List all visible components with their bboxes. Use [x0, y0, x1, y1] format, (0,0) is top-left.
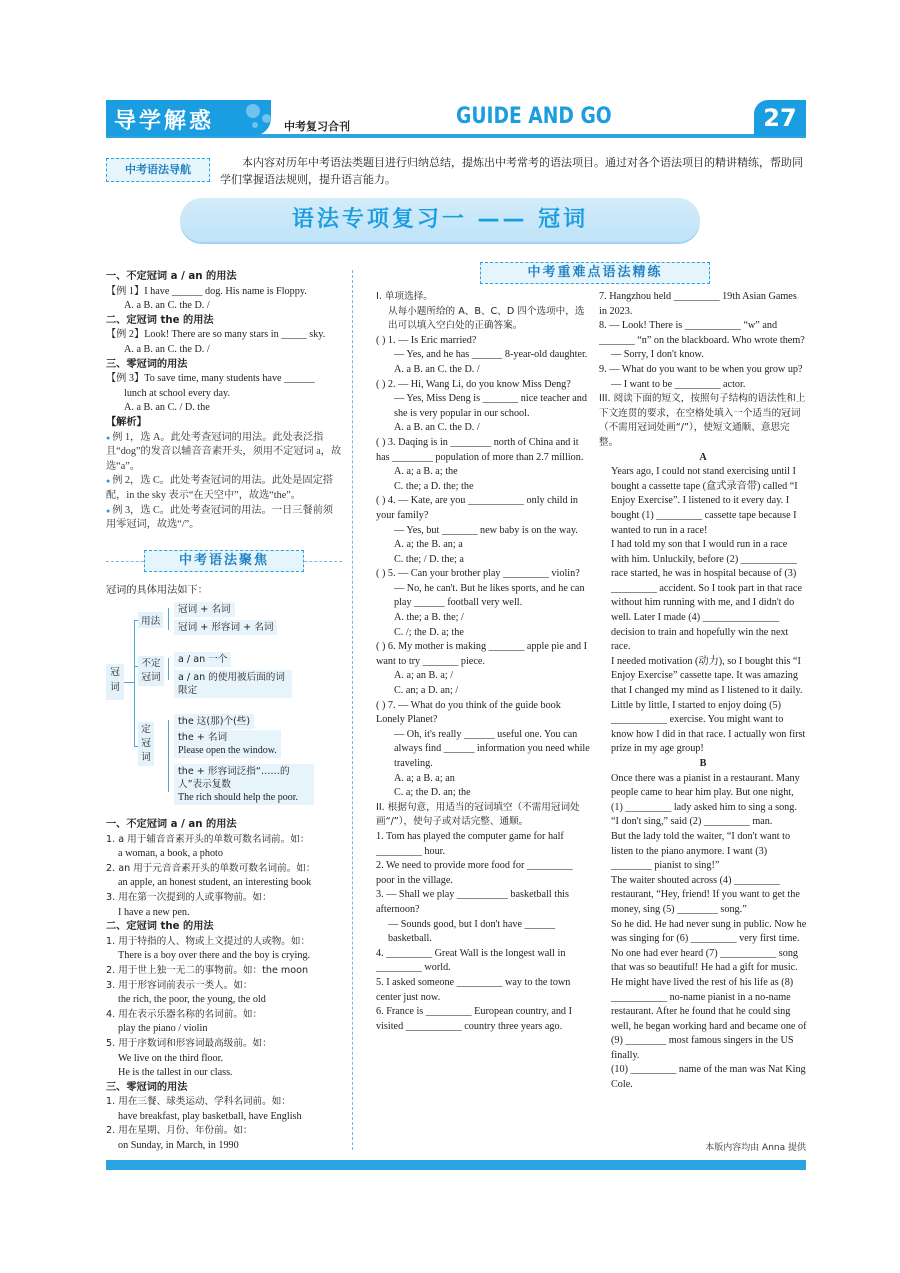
diagram-definite: 定冠词 — [138, 722, 154, 766]
left-bottom-line: I have a new pen. — [118, 906, 190, 918]
exercise-line: C. /; the D. a; the — [394, 626, 464, 638]
intro-text: 本内容对历年中考语法类题目进行归纳总结，提炼出中考常考的语法项目。通过对各个语法项目的精讲精练，帮助同学们掌握语法规则，提升语言能力。 — [220, 156, 803, 186]
exercise-line: — Oh, it's really ______ useful one. You can always find ______ information you need while traveling. — [394, 728, 590, 769]
reading-line: Years ago, I could not stand exercising until I bought a cassette tape (盒式录音带) called “I Enjoy Exercise”. I listened to it every day. I bought (1) _________ cassette tape because I wanted to run in a race! — [611, 466, 798, 536]
exercise-line: 4. _________ Great Wall is the longest wall in _________ world. — [376, 947, 566, 974]
reading-line: The waiter shouted across (4) _________ restaurant, “Hey, friend! If you want to get the money, sing (5) ________ song.” — [611, 874, 800, 915]
reading-line: III. 阅读下面的短文，按照句子结构的语法性和上下文连贯的要求，在空格处填入一个适当的冠词（不需用冠词处画“/”），使短文通顺、意思完整。 — [599, 393, 806, 448]
diagram-root: 冠词 — [106, 664, 124, 700]
left-bottom-line: 1. 用于特指的人、物或上文提过的人或物。如： — [106, 935, 311, 947]
middle-column — [376, 290, 590, 1034]
left-top-line: A. a B. an C. / D. the — [124, 402, 210, 414]
diagram-def-leaf-2-a: the + 名词 — [178, 732, 228, 743]
left-top-line: 三、零冠词的用法 — [106, 358, 188, 370]
reading-line: 7. Hangzhou held _________ 19th Asian Games in 2023. — [599, 291, 797, 317]
left-bottom-line: 一、不定冠词 a / an 的用法 — [106, 819, 237, 830]
left-top-line: lunch at school every day. — [124, 387, 230, 399]
exercise-line: C. the; a D. the; the — [394, 480, 474, 492]
diagram-indefinite: 不定冠词 — [138, 656, 164, 686]
magazine-title: 中考复习合刊 — [284, 120, 350, 133]
diagram-usage-leaf-2: 冠词 + 形容词 + 名词 — [174, 620, 277, 635]
diagram-indef-leaf-2: a / an 的使用被后面的词限定 — [174, 670, 292, 698]
exercise-line: — Sounds good, but I don't have ______ basketball. — [388, 918, 556, 945]
reading-line: (10) _________ name of the man was Nat King Cole. — [611, 1064, 806, 1091]
exercise-line: A. the; a B. the; / — [394, 612, 464, 624]
exercise-line: ( ) 3. Daqing is in ________ north of China and it has ________ population of more than 2.7 million. — [376, 436, 584, 463]
reading-line: Once there was a pianist in a restaurant. Many people came to hear him play. But one night, (1) _________ lady asked him to sing a song. — [611, 772, 800, 813]
reading-line: 8. — Look! There is ___________ “w” and _______ “n” on the blackboard. Who wrote them? — [599, 320, 805, 346]
bottom-bar — [106, 1160, 806, 1170]
left-bottom-line: 5. 用于序数词和形容词最高级前。如： — [106, 1037, 272, 1049]
exercise-line: 从每小题所给的 A、B、C、D 四个选项中，选出可以填入空白处的正确答案。 — [388, 305, 585, 332]
focus-banner — [106, 550, 342, 572]
exercise-line: A. a B. an C. the D. / — [394, 422, 480, 434]
exercise-line: C. a; the D. an; the — [394, 787, 471, 799]
reading-line: 9. — What do you want to be when you grow up? — [599, 363, 803, 375]
diagram-indef-leaf-1: a / an 一个 — [174, 652, 231, 667]
nav-tag: 中考语法导航 — [106, 158, 210, 182]
left-top-column — [106, 270, 342, 533]
left-bottom-column — [106, 818, 342, 1154]
left-top-line: ● 例 3，选 C。此处考查冠词的用法。一日三餐前须用零冠词，故选“/”。 — [106, 504, 342, 533]
guide-title: GUIDE AND GO — [456, 104, 612, 129]
left-top-line: 【例 3】To save time, many students have ______ — [106, 373, 315, 385]
diagram-def-leaf-1: the 这(那)个(些) — [174, 714, 254, 729]
left-top-line: A. a B. an C. the D. / — [124, 300, 210, 312]
credit-line: 本版内容均由 Anna 提供 — [705, 1143, 806, 1153]
left-bottom-line: He is the tallest in our class. — [118, 1067, 233, 1079]
exercise-line: — Yes, and he has ______ 8-year-old daughter. — [394, 349, 588, 361]
reading-line: — Sorry, I don't know. — [611, 349, 704, 361]
exercise-line: ( ) 2. — Hi, Wang Li, do you know Miss Deng? — [376, 378, 571, 390]
left-bottom-line: There is a boy over there and the boy is crying. — [118, 950, 311, 962]
page-header — [106, 100, 806, 138]
page-number: 27 — [754, 100, 806, 136]
left-bottom-line: 4. 用在表示乐器名称的名词前。如： — [106, 1008, 263, 1020]
left-bottom-line: the rich, the poor, the young, the old — [118, 994, 266, 1006]
exercise-line: A. a; a B. a; an — [394, 772, 455, 784]
exercise-line: 1. Tom has played the computer game for half _________ hour. — [376, 830, 564, 857]
left-bottom-line: 三、零冠词的用法 — [106, 1081, 188, 1093]
diagram-intro: 冠词的具体用法如下： — [106, 585, 208, 596]
main-title: 语法专项复习一 —— 冠词 — [180, 198, 700, 242]
brand-logo: 导学解惑 — [106, 100, 271, 136]
exercise-line: A. a; a B. a; the — [394, 466, 458, 478]
left-top-line: 【解析】 — [106, 416, 147, 428]
exercise-line: C. the; / D. the; a — [394, 553, 464, 565]
left-bottom-line: 2. an 用于元音音素开头的单数可数名词前。如： — [106, 862, 316, 874]
diagram-def-leaf-2 — [174, 730, 281, 758]
exercise-line: 3. — Shall we play __________ basketball this afternoon? — [376, 889, 569, 915]
left-bottom-line: have breakfast, play basketball, have English — [118, 1110, 302, 1122]
exercise-line: ( ) 4. — Kate, are you ___________ only child in your family? — [376, 495, 579, 521]
exercise-line: A. a; the B. an; a — [394, 539, 463, 551]
left-bottom-line: an apple, an honest student, an interesting book — [118, 877, 312, 889]
exercise-line: 6. France is _________ European country, and I visited ___________ country three years ago. — [376, 1006, 572, 1032]
exercise-line: I. 单项选择。 — [376, 291, 433, 302]
reading-line: B — [699, 758, 707, 769]
left-top-line: ● 例 1，选 A。此处考查冠词的用法。此处表泛指且“dog”的发音以辅音音素开头，须用不定冠词 a，故选“a”。 — [106, 431, 342, 475]
exercise-line: A. a; an B. a; / — [394, 670, 454, 682]
left-top-line: ● 例 2，选 C。此处考查冠词的用法。此处是固定搭配，in the sky 表示“在天空中”，故选“the”。 — [106, 474, 342, 503]
reading-line: “I don't sing,” said (2) _________ man. — [611, 816, 773, 828]
diagram-def-leaf-3-a: the + 形容词泛指“……的人”表示复数 — [178, 766, 290, 790]
left-top-line: 二、定冠词 the 的用法 — [106, 314, 214, 326]
exercise-line: 2. We need to provide more food for _________ poor in the village. — [376, 860, 573, 886]
key-banner-label: 中考重难点语法精练 — [480, 262, 710, 284]
reading-line: A — [699, 451, 707, 463]
left-bottom-line: We live on the third floor. — [118, 1052, 223, 1064]
diagram-usage-leaf-1: 冠词 + 名词 — [174, 602, 235, 617]
left-bottom-line: 1. 用在三餐、球类运动、学科名词前。如： — [106, 1096, 291, 1108]
reading-line: I had told my son that I would run in a race with him. Unluckily, before (2) ___________ race started, he was in hospital because of (3) _________ accident. So I took part in that race without him running with me, and I didn't do well. Later I made (4) _______________ decision to train and hopefully win the next race. — [611, 539, 802, 653]
exercise-line: II. 根据句意，用适当的冠词填空（不需用冠词处画“/”），使句子或对话完整、通顺。 — [376, 801, 580, 828]
diagram-def-leaf-2-b: Please open the window. — [178, 745, 277, 756]
left-top-line: 【例 2】Look! There are so many stars in _____ sky. — [106, 329, 326, 341]
reading-line: But the lady told the waiter, “I don't want to listen to the piano anymore. I want (3) ________ pianist to sing!” — [611, 830, 791, 872]
left-top-line: A. a B. an C. the D. / — [124, 343, 210, 355]
exercise-line: — Yes, but _______ new baby is on the way. — [394, 524, 578, 536]
left-bottom-line: a woman, a book, a photo — [118, 848, 223, 860]
left-top-line: 【例 1】I have ______ dog. His name is Floppy. — [106, 285, 307, 297]
left-bottom-line: 3. 用在第一次提到的人或事物前。如： — [106, 891, 272, 903]
reading-line: — I want to be _________ actor. — [611, 378, 746, 390]
exercise-line: ( ) 5. — Can your brother play _________ violin? — [376, 568, 580, 580]
exercise-line: — Yes, Miss Deng is _______ nice teacher and she is very popular in our school. — [394, 393, 587, 419]
exercise-line: ( ) 1. — Is Eric married? — [376, 334, 477, 346]
exercise-line: ( ) 6. My mother is making _______ apple pie and I want to try _______ piece. — [376, 641, 588, 667]
exercise-line: — No, he can't. But he likes sports, and he can play ______ football very well. — [394, 582, 585, 609]
left-bottom-line: 1. a 用于辅音音素开头的单数可数名词前。如： — [106, 833, 310, 845]
left-bottom-line: 2. 用在星期、月份、年份前。如： — [106, 1125, 253, 1137]
exercise-line: ( ) 7. — What do you think of the guide book Lonely Planet? — [376, 699, 561, 726]
left-bottom-line: 2. 用于世上独一无二的事物前。如：the moon — [106, 964, 309, 976]
left-top-line: 一、不定冠词 a / an 的用法 — [106, 271, 237, 282]
key-banner — [480, 262, 806, 284]
right-column — [599, 290, 807, 1093]
exercise-line: 5. I asked someone _________ way to the town center just now. — [376, 976, 571, 1003]
left-bottom-line: 二、定冠词 the 的用法 — [106, 921, 214, 933]
focus-banner-label: 中考语法聚焦 — [144, 550, 304, 572]
exercise-line: A. a B. an C. the D. / — [394, 363, 480, 375]
column-divider — [352, 270, 353, 1150]
left-bottom-line: play the piano / violin — [118, 1023, 208, 1035]
left-bottom-line: on Sunday, in March, in 1990 — [118, 1140, 239, 1152]
diagram-def-leaf-3 — [174, 764, 314, 805]
reading-line: I needed motivation (动力), so I bought this “I Enjoy Exercise” cassette tape. It was amazing that I changed my mind as I listened to it daily. Little by little, I started to enjoy doing (5) ___________ exercise. You might want to know how I did in that race. I actually won first prize in my age group! — [611, 655, 806, 755]
left-bottom-line: 3. 用于形容词前表示一类人。如： — [106, 979, 253, 991]
diagram-usage: 用法 — [138, 612, 163, 628]
article-diagram — [106, 602, 342, 812]
reading-line: So he did. He had never sung in public. Now he was singing for (6) _________ very first time. No one had ever heard (7) ___________ song that was so beautiful! He had a gift for music. He might have lived the rest of his life as (8) ___________ no-name pianist in a no-name restaurant. After he found that he could sing well, he began working hard and became one of (9) ________ most famous singers in the US finally. — [611, 918, 807, 1061]
exercise-line: C. an; a D. an; / — [394, 685, 459, 697]
diagram-def-leaf-3-b: The rich should help the poor. — [178, 792, 298, 803]
